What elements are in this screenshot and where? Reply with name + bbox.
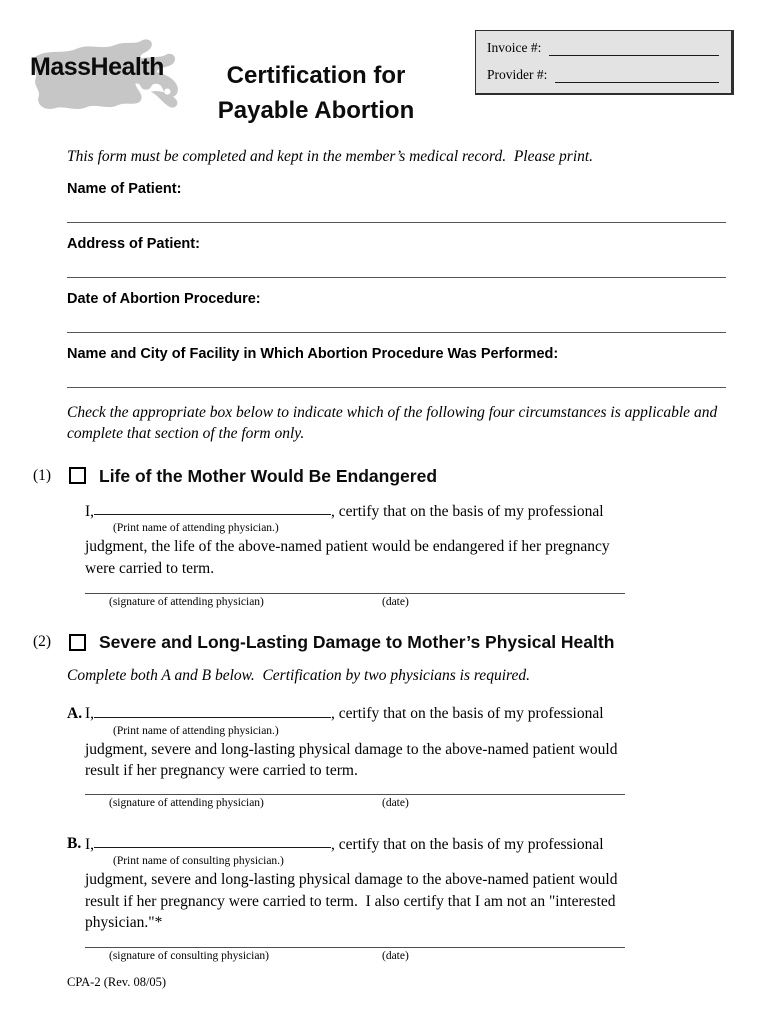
section-2-checkbox[interactable] (69, 634, 86, 651)
certify-lead: I, (85, 835, 95, 853)
form-number-footer: CPA-2 (Rev. 08/05) (67, 975, 167, 989)
field-address-of-patient (67, 236, 726, 278)
page-title-line1: Certification for (226, 62, 406, 89)
certify-body: judgment, the life of the above-named patient would be endangered if her pregnancy were carried to term. (85, 538, 614, 577)
section-1-checkbox[interactable] (69, 467, 86, 484)
invoice-row (487, 40, 719, 56)
item-letter: B. (67, 835, 82, 853)
form-content (33, 146, 726, 965)
date-caption: (date) (382, 596, 409, 609)
logo-wordmark: MassHealth (30, 53, 164, 81)
section-2-title: Severe and Long-Lasting Damage to Mother’s Physical Health (99, 632, 615, 653)
blank-caption: (Print name of attending physician.) (113, 724, 279, 737)
blank-caption: (Print name of consulting physician.) (113, 855, 284, 868)
certify-tail: , certify that on the basis of my professional (331, 502, 604, 520)
certify-body: judgment, severe and long-lasting physical damage to the above-named patient would result if her pregnancy were carried to term. I also certify that I am not an "interested physician."* (85, 871, 622, 932)
physician-name-input[interactable] (94, 701, 331, 718)
physician-name-input[interactable] (94, 832, 331, 849)
section-1-number: (1) (33, 466, 52, 484)
name-of-patient-input[interactable] (67, 222, 726, 223)
field-label: Name of Patient: (67, 180, 182, 197)
address-of-patient-input[interactable] (67, 277, 726, 278)
provider-row (487, 67, 719, 83)
signature-caption-row (85, 596, 726, 611)
section-2-note: Complete both A and B below. Certification by two physicians is required. (67, 667, 530, 685)
item-letter: A. (67, 704, 83, 722)
signature-input[interactable] (85, 794, 625, 795)
certify-lead: I, (85, 704, 95, 722)
section-2-number: (2) (33, 633, 52, 651)
section-2-header (33, 631, 726, 653)
signature-input[interactable] (85, 593, 625, 594)
invoice-label: Invoice #: (487, 40, 542, 55)
section-2-item-b (67, 832, 726, 965)
invoice-number-field[interactable] (549, 41, 719, 56)
field-label: Name and City of Facility in Which Abortion Procedure Was Performed: (67, 345, 559, 362)
signature-caption: (signature of attending physician) (109, 596, 264, 609)
provider-label: Provider #: (487, 67, 548, 82)
certify-tail: , certify that on the basis of my professional (331, 835, 604, 853)
certify-statement-row (67, 499, 726, 522)
date-caption: (date) (382, 796, 409, 809)
field-date-of-procedure (67, 291, 726, 333)
page-title (158, 58, 474, 128)
signature-caption: (signature of attending physician) (109, 796, 264, 809)
intro-note: This form must be completed and kept in the member’s medical record. Please print. (67, 148, 594, 165)
certify-body: judgment, severe and long-lasting physical damage to the above-named patient would result if her pregnancy were carried to term. (85, 740, 622, 780)
signature-caption-row (85, 797, 726, 812)
blank-caption: (Print name of attending physician.) (113, 522, 279, 535)
certify-statement-row (67, 832, 726, 855)
invoice-provider-box (475, 30, 734, 95)
section-1-header (33, 465, 726, 487)
signature-input[interactable] (85, 947, 625, 948)
signature-caption-row (85, 950, 726, 965)
field-facility-name-city (67, 346, 726, 388)
signature-caption: (signature of consulting physician) (109, 949, 270, 962)
page-title-line2: Payable Abortion (217, 97, 415, 124)
provider-number-field[interactable] (555, 68, 719, 83)
section-1-item (67, 499, 726, 612)
certify-statement-row (67, 701, 726, 724)
field-label: Address of Patient: (67, 235, 200, 252)
certify-tail: , certify that on the basis of my professional (331, 704, 604, 722)
date-caption: (date) (382, 949, 409, 962)
checkbox-instruction: Check the appropriate box below to indicate which of the following four circumstances is applicable and complete that section of the form only. (67, 403, 722, 442)
field-name-of-patient (67, 181, 726, 223)
section-2-item-a (67, 701, 726, 812)
date-of-procedure-input[interactable] (67, 332, 726, 333)
certify-lead: I, (85, 502, 95, 520)
physician-name-input[interactable] (94, 499, 331, 516)
field-label: Date of Abortion Procedure: (67, 290, 261, 307)
section-1-title: Life of the Mother Would Be Endangered (99, 465, 438, 486)
facility-name-city-input[interactable] (67, 387, 726, 388)
